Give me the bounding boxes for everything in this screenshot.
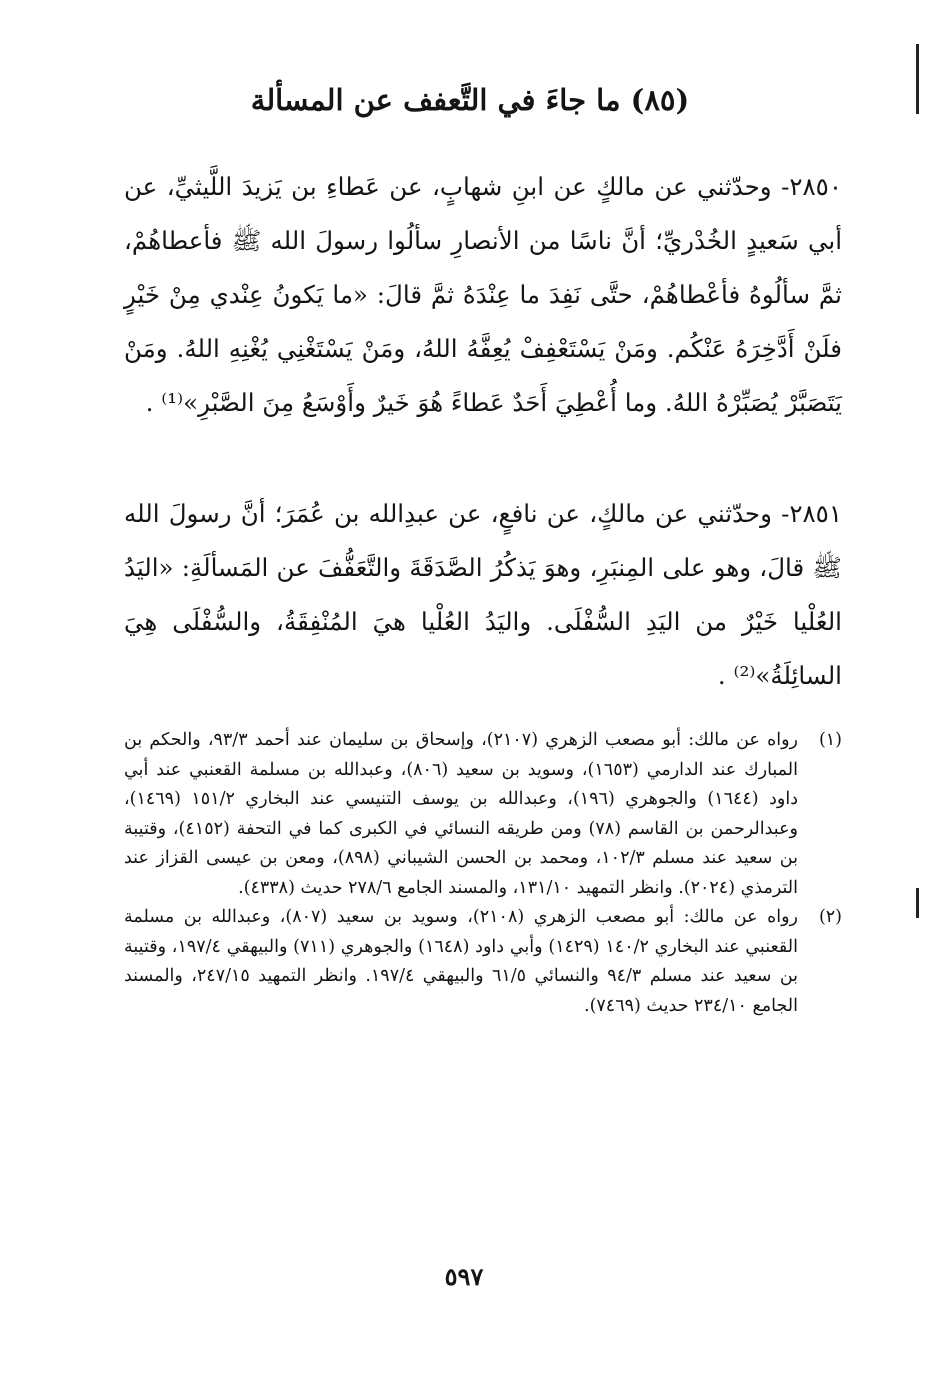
footnote-text: رواه عن مالك: أبو مصعب الزهري (٢١٠٨)، وسويد بن سعيد (٨٠٧)، وعبدالله بن مسلمة القعنبي عند البخاري ١٤٠/٢ (١٤٢٩) وأبي داود (١٦٤٨) والجوهري (٧١١) والبيهقي ١٩٧/٤، وقتيبة بن سعيد عند مسلم ٩٤/٣ والنسائي ٦١/٥ والبيهقي ١٩٧/٤. وانظر التمهيد ٢٤٧/١٥، والمسند الجامع ٢٣٤/١٠ حديث (٧٤٦٩). (124, 907, 799, 1016)
chapter-title: (٨٥) ما جاءَ في التَّعفف عن المسألة (250, 83, 690, 117)
hadith-2851: ٢٨٥١- وحدّثني عن مالكٍ، عن نافعٍ، عن عبدِالله بن عُمَرَ؛ أنَّ رسولَ الله ﷺ قالَ، وهو على المِنبَرِ، وهوَ يَذكُرُ الصَّدَقَةَ والتَّعَفُّفَ عن المَسألَةِ: «اليَدُ العُلْيا خَيْرٌ من اليَدِ السُّفْلَى. واليَدُ العُلْيا هيَ المُنْفِقَةُ، والسُّفْلَى هِيَ السائِلَةُ»⁽²⁾ . (124, 499, 842, 690)
footnote-text: رواه عن مالك: أبو مصعب الزهري (٢١٠٧)، وإسحاق بن سليمان عند أحمد ٩٣/٣، والحكم بن المبارك عند الدارمي (١٦٥٣)، وسويد بن سعيد (٨٠٦)، وعبدالله بن مسلمة القعنبي عند أبي داود (١٦٤٤) والجوهري (١٩٦)، وعبدالله بن يوسف التنيسي عند البخاري ١٥١/٢ (١٤٦٩)، وعبدالرحمن بن القاسم (٧٨) ومن طريقه النسائي في الكبرى كما في التحفة (٤١٥٢)، وقتيبة بن سعيد عند مسلم ١٠٢/٣، ومحمد بن الحسن الشيباني (٨٩٨)، ومعن بن عيسى القزاز عند الترمذي (٢٠٢٤). وانظر التمهيد ١٣١/١٠، والمسند الجامع ٢٧٨/٦ حديث (٤٣٣٨). (124, 730, 799, 898)
footnote-1 (124, 726, 842, 903)
footnotes (124, 726, 842, 1021)
footnote-number: (١) (818, 730, 842, 750)
footnote-number: (٢) (818, 907, 842, 927)
margin-mark (916, 888, 919, 918)
margin-mark (916, 44, 919, 114)
hadith-2850: ٢٨٥٠- وحدّثني عن مالكٍ عن ابنِ شهابٍ، عن عَطاءِ بن يَزيدَ اللَّيثيِّ، عن أبي سَعيدٍ الخُدْريِّ؛ أنَّ ناسًا من الأنصارِ سألُوا رسولَ الله ﷺ فأعطاهُمْ، ثمَّ سألُوهُ فأعْطاهُمْ، حتَّى نَفِدَ ما عِنْدَهُ ثمَّ قالَ: «ما يَكونُ عِنْدي مِنْ خَيْرٍ فلَنْ أَدَّخِرَهُ عَنْكُم. ومَنْ يَسْتَعْفِفْ يُعِفَّهُ اللهُ، ومَنْ يَسْتَغْنِي يُغْنِهِ اللهُ. ومَنْ يَتَصَبَّرْ يُصَبِّرْهُ اللهُ. وما أُعْطِيَ أَحَدٌ عَطاءً هُوَ خَيرٌ وأَوْسَعُ مِنَ الصَّبْرِ»⁽¹⁾ . (124, 172, 842, 417)
footnote-2 (124, 903, 842, 1021)
page-number: ٥٩٧ (444, 1262, 484, 1291)
